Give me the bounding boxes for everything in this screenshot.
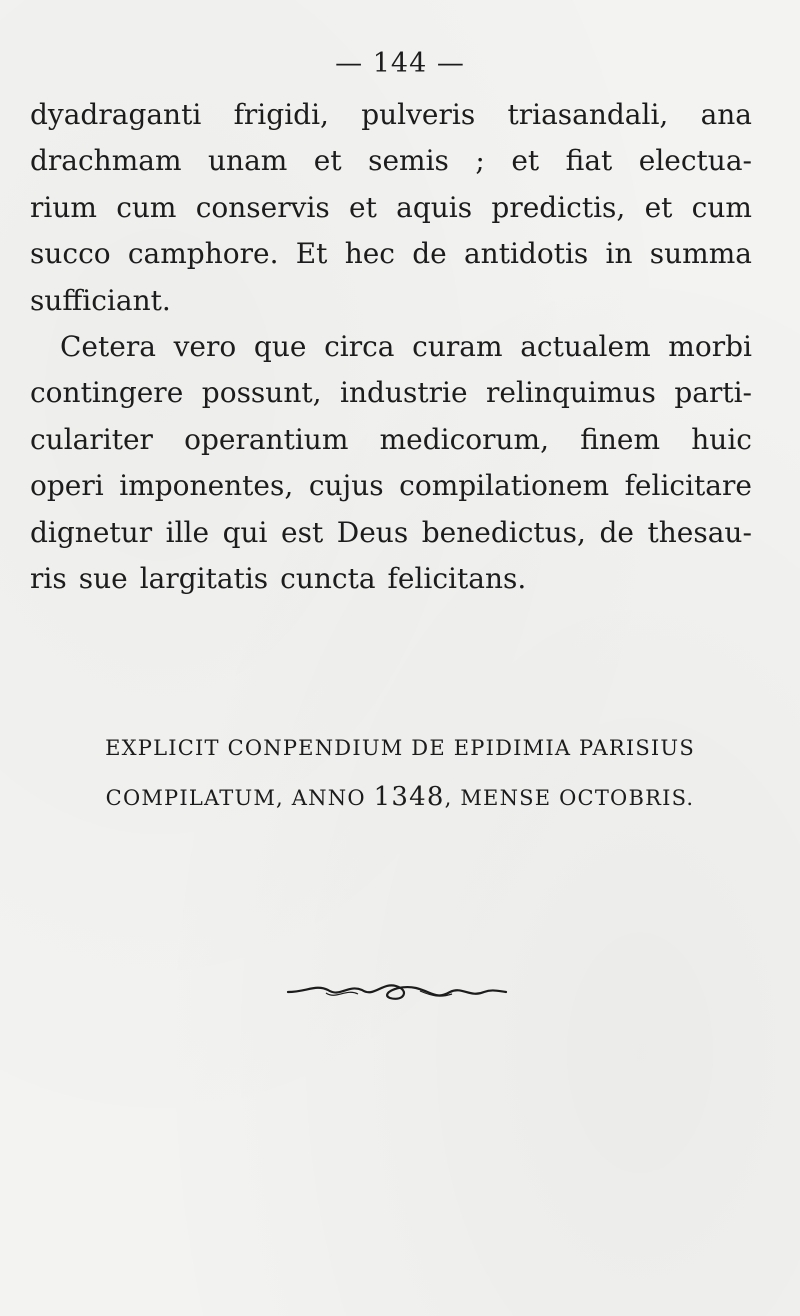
word: que: [253, 329, 307, 363]
word: antidotis: [463, 237, 589, 271]
explicit-line-1: EXPLICIT CONPENDIUM DE EPIDIMIA PARISIUS: [105, 736, 695, 760]
text-line: [30, 510, 752, 556]
word: triasandali,: [507, 98, 669, 131]
word: de: [412, 237, 447, 271]
word: circa: [324, 329, 395, 363]
text-line: [30, 370, 752, 416]
word: ana: [700, 98, 752, 131]
word: predictis,: [491, 190, 626, 224]
word: pulveris: [361, 98, 476, 131]
word: finem: [580, 422, 661, 456]
word: sufficiant.: [30, 283, 171, 317]
body-text: [30, 92, 752, 602]
explicit-line-2-after: , MENSE OCTOBRIS.: [444, 786, 695, 810]
word: aquis: [396, 190, 473, 224]
wavy-line-ornament-icon: [286, 978, 508, 1006]
word: actualem: [520, 329, 651, 363]
word: morbi: [668, 329, 752, 363]
word: electua-: [638, 144, 752, 178]
word: ris: [30, 561, 67, 595]
word: parti-: [674, 376, 752, 410]
word: largitatis: [139, 561, 269, 595]
word: et: [349, 190, 377, 224]
word: contingere: [30, 376, 184, 410]
word: industrie: [340, 376, 468, 410]
word: huic: [691, 422, 752, 456]
text-line: [30, 463, 752, 509]
text-line: [30, 138, 752, 184]
word: benedictus,: [421, 515, 586, 549]
word: sue: [78, 561, 128, 595]
word: compilationem: [399, 469, 610, 503]
word: felicitare: [624, 469, 752, 503]
word: dignetur: [30, 515, 153, 549]
word: de: [599, 515, 634, 549]
text-line: [30, 92, 752, 138]
word: vero: [173, 329, 237, 363]
word: felicitans.: [387, 561, 527, 595]
explicit-line-2: [0, 782, 800, 812]
word: qui: [222, 515, 268, 549]
word: medicorum,: [379, 422, 550, 456]
word: fiat: [565, 144, 613, 178]
word: et: [313, 144, 342, 178]
word: culariter: [30, 422, 153, 456]
word: thesau-: [647, 515, 752, 549]
word: frigidi,: [233, 98, 329, 131]
word: relinquimus: [486, 376, 656, 410]
word: conservis: [195, 190, 330, 224]
text-line: [30, 417, 752, 463]
text-line: [30, 556, 752, 602]
word: Cetera: [60, 329, 156, 363]
word: ille: [165, 515, 210, 549]
word: semis: [368, 144, 449, 178]
word: cum: [691, 190, 752, 224]
word: cum: [116, 190, 177, 224]
word: possunt,: [201, 376, 322, 410]
text-line: [30, 231, 752, 277]
word: dyadraganti: [30, 98, 202, 131]
word: in: [605, 237, 633, 271]
word: cuncta: [280, 561, 376, 595]
word: operi: [30, 469, 104, 503]
word: imponentes,: [119, 469, 294, 503]
word: Deus: [336, 515, 409, 549]
explicit-line-2-before: COMPILATUM, ANNO: [105, 786, 374, 810]
word: cujus: [308, 469, 384, 503]
word: unam: [208, 144, 288, 178]
explicit-year: 1348: [373, 782, 445, 812]
word: est: [281, 515, 324, 549]
word: hec: [344, 237, 395, 271]
word: succo: [30, 237, 111, 271]
word: et: [644, 190, 673, 224]
word: rium: [30, 190, 97, 224]
page-number: — 144 —: [335, 48, 465, 79]
word: et: [511, 144, 540, 178]
word: drachmam: [30, 144, 182, 178]
word: Et: [295, 237, 328, 271]
word: curam: [412, 329, 503, 363]
text-line: [30, 324, 752, 370]
word: ;: [475, 144, 485, 178]
word: camphore.: [127, 237, 279, 271]
text-line: [30, 185, 752, 231]
word: summa: [649, 237, 752, 271]
word: operantium: [184, 422, 349, 456]
text-line: [30, 278, 752, 324]
